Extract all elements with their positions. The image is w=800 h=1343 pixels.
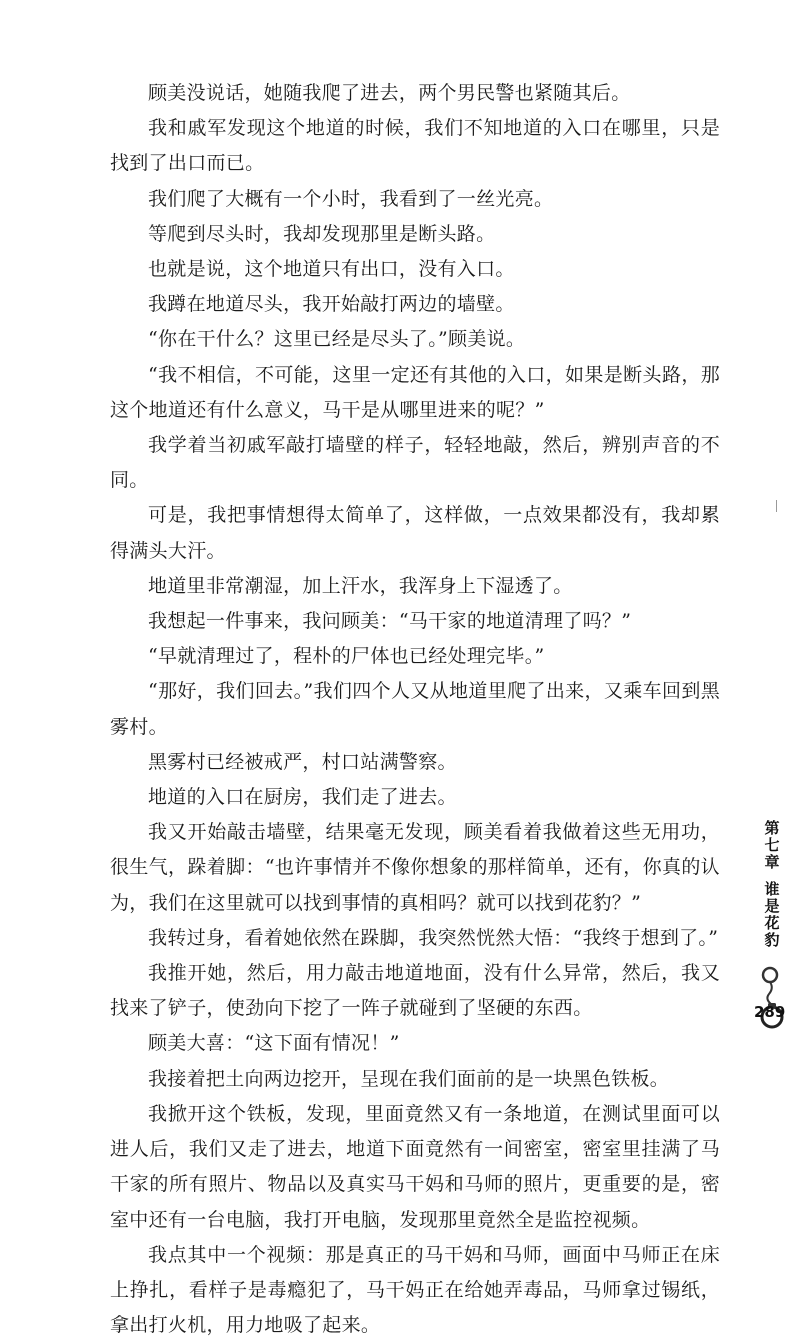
margin-mark (776, 500, 777, 512)
paragraph: “早就清理过了，程朴的尸体也已经处理完毕。” (148, 645, 545, 668)
paragraph: 我蹲在地道尽头，我开始敲打两边的墙壁。 (148, 293, 515, 316)
paragraph: “我不相信，不可能，这里一定还有其他的入口，如果是断头路，那这个地道还有什么意义，马干是从哪里进来的呢？” (110, 363, 720, 421)
paragraph: 我掀开这个铁板，发现，里面竟然又有一条地道，在测试里面可以进人后，我们又走了进去，地道下面竟然有一间密室，密室里挂满了马干家的所有照片、物品以及真实马干妈和马师的照片，更重要的是，密室中还有一台电脑，我打开电脑，发现那里竟然全是监控视频。 (110, 1102, 720, 1231)
handcuff-icon (757, 963, 787, 1033)
chapter-label: 第七章 (762, 820, 781, 871)
paragraph: 我又开始敲击墙壁，结果毫无发现，顾美看着我做着这些无用功，很生气，跺着脚：“也许事情并不像你想象的那样简单，还有，你真的认为，我们在这里就可以找到事情的真相吗？就可以找到花豹？” (110, 821, 720, 914)
paragraph: 我推开她，然后，用力敲击地道地面，没有什么异常，然后，我又找来了铲子，使劲向下挖了一阵子就碰到了坚硬的东西。 (110, 962, 720, 1020)
body-text (110, 76, 720, 1343)
page-number: 289 (754, 1003, 786, 1021)
paragraph: 我点其中一个视频：那是真正的马干妈和马师，画面中马师正在床上挣扎，看样子是毒瘾犯了，马干妈正在给她弄毒品，马师拿过锡纸，拿出打火机，用力地吸了起来。 (110, 1243, 720, 1337)
paragraph: 等爬到尽头时，我却发现那里是断头路。 (148, 222, 496, 245)
paragraph: 我学着当初戚军敲打墙壁的样子，轻轻地敲，然后，辨别声音的不同。 (110, 434, 720, 492)
paragraph: “那好，我们回去。”我们四个人又从地道里爬了出来，又乘车回到黑雾村。 (110, 680, 720, 738)
paragraph: “你在干什么？这里已经是尽头了。”顾美说。 (148, 328, 526, 351)
paragraph: 地道里非常潮湿，加上汗水，我浑身上下湿透了。 (148, 574, 573, 597)
paragraph: 顾美没说话，她随我爬了进去，两个男民警也紧随其后。 (148, 82, 631, 104)
paragraph: 我们爬了大概有一个小时，我看到了一丝光亮。 (148, 187, 554, 210)
paragraph: 黑雾村已经被戒严，村口站满警察。 (148, 750, 457, 773)
paragraph: 可是，我把事情想得太简单了，这样做，一点效果都没有，我却累得满头大汗。 (110, 504, 720, 562)
paragraph: 我接着把土向两边挖开，呈现在我们面前的是一块黑色铁板。 (148, 1067, 670, 1090)
paragraph: 我和戚军发现这个地道的时候，我们不知地道的入口在哪里，只是找到了出口而已。 (110, 117, 720, 175)
paragraph: 我想起一件事来，我问顾美：“马干家的地道清理了吗？” (148, 610, 632, 633)
chapter-title: 谁是花豹 (762, 881, 781, 949)
paragraph: 地道的入口在厨房，我们走了进去。 (148, 786, 457, 809)
paragraph: 我转过身，看着她依然在跺脚，我突然恍然大悟：“我终于想到了。” (148, 926, 719, 949)
chapter-side-tab (758, 820, 786, 1033)
paragraph: 也就是说，这个地道只有出口，没有入口。 (148, 258, 515, 281)
paragraph: 顾美大喜：“这下面有情况！” (148, 1032, 400, 1055)
